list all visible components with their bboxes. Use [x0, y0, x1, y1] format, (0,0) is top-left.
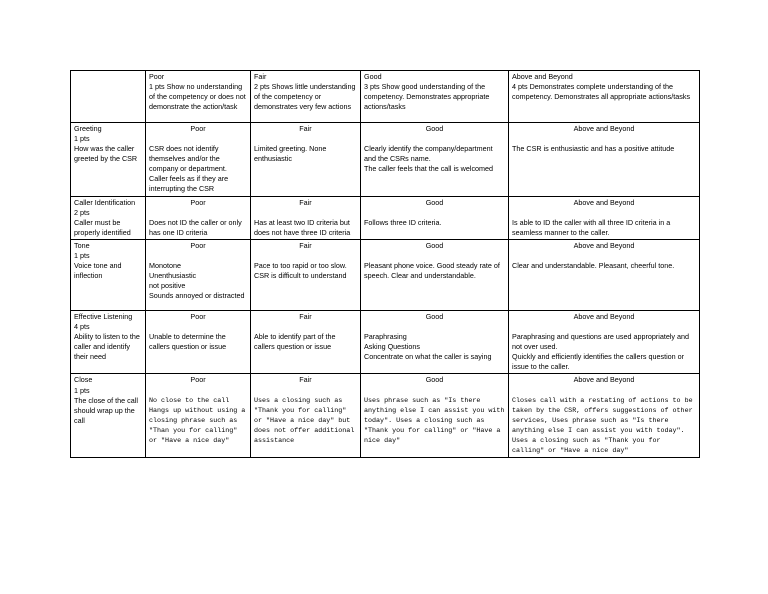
above-cell: [509, 239, 700, 310]
poor-cell: [146, 123, 251, 197]
cell-text: Clearly identify the company/department and the CSRs name. The caller feels that the call is welcomed: [364, 144, 494, 174]
cell-text: Does not ID the caller or only has one ID criteria: [149, 217, 242, 237]
level-label: Above and Beyond: [573, 197, 635, 207]
criterion-name: Close: [74, 375, 93, 385]
header-above-label: Above and Beyond: [512, 72, 573, 81]
cell-text: Pace to too rapid or too slow. CSR is difficult to understand: [254, 261, 347, 281]
good-cell: [361, 239, 509, 310]
cell-text: Has at least two ID criteria but does not have three ID criteria: [254, 217, 351, 237]
criterion-points: 1 pts: [74, 385, 90, 395]
level-label: Fair: [299, 124, 312, 133]
rubric-table: [70, 70, 700, 458]
criterion-name: Greeting: [74, 124, 102, 133]
rubric-row-tone: [71, 239, 700, 310]
cell-text: Paraphrasing and questions are used appropriately and not over used. Quickly and efficiently identifies the callers question or issue to the caller.: [512, 332, 690, 372]
fair-cell: [251, 310, 361, 373]
poor-cell: [146, 310, 251, 373]
header-fair: [251, 71, 361, 123]
header-fair-desc: 2 pts Shows little understanding of the competency or demonstrates very few actions: [254, 82, 356, 112]
header-good-desc: 3 pts Show good understanding of the competency. Demonstrates appropriate actions/tasks: [364, 82, 490, 112]
header-good-label: Good: [364, 72, 382, 81]
criterion-name: Caller Identification: [74, 197, 136, 207]
cell-text: Clear and understandable. Pleasant, cheerful tone.: [512, 261, 675, 271]
level-label: Good: [425, 375, 444, 385]
header-poor-label: Poor: [149, 72, 165, 81]
rubric-row-close: [71, 374, 700, 458]
criterion-name: Effective Listening: [74, 311, 133, 321]
rubric-row-caller-identification: [71, 196, 700, 239]
criterion-points: 1 pts: [74, 134, 90, 144]
level-label: Above and Beyond: [573, 375, 635, 385]
rubric-row-effective-listening: [71, 310, 700, 373]
cell-text: No close to the call Hangs up without using a closing phrase such as "Than you for calling" or "Have a nice day": [149, 396, 246, 445]
cell-text: Able to identify part of the callers question or issue: [254, 332, 336, 352]
cell-text: Closes call with a restating of actions to be taken by the CSR, offers suggestions of other services, Uses phrase such as "Is there anything else I can assist you with today". Uses a closing such as "Thank you for calling" or "Have a nice day": [512, 396, 693, 455]
criterion-description: Voice tone and inflection: [74, 261, 122, 281]
cell-text: Uses a closing such as "Thank you for calling" or "Have a nice day" but does not offer additional assistance: [254, 396, 355, 445]
criterion-cell: [71, 374, 146, 458]
header-above: [509, 71, 700, 123]
cell-text: Unable to determine the callers question or issue: [149, 332, 227, 352]
poor-cell: [146, 374, 251, 458]
rubric-row-greeting: [71, 123, 700, 197]
criterion-description: How was the caller greeted by the CSR: [74, 144, 138, 164]
level-label: Above and Beyond: [573, 124, 635, 133]
header-good: [361, 71, 509, 123]
header-poor: [146, 71, 251, 123]
fair-cell: [251, 239, 361, 310]
level-label: Fair: [299, 311, 312, 321]
fair-cell: [251, 374, 361, 458]
good-cell: [361, 374, 509, 458]
level-label: Good: [425, 197, 444, 207]
cell-text: Pleasant phone voice. Good steady rate of speech. Clear and understandable.: [364, 261, 500, 281]
level-label: Poor: [190, 240, 206, 250]
good-cell: [361, 123, 509, 197]
criterion-name: Tone: [74, 240, 90, 250]
criterion-cell: [71, 123, 146, 197]
level-label: Poor: [190, 375, 206, 385]
good-cell: [361, 310, 509, 373]
poor-cell: [146, 239, 251, 310]
level-label: Poor: [190, 197, 206, 207]
level-label: Poor: [190, 311, 206, 321]
fair-cell: [251, 123, 361, 197]
header-above-desc: 4 pts Demonstrates complete understanding of the competency. Demonstrates all appropriate actions/tasks: [512, 82, 691, 102]
level-label: Good: [425, 240, 444, 250]
level-label: Fair: [299, 240, 312, 250]
criterion-points: 4 pts: [74, 322, 90, 332]
fair-cell: [251, 196, 361, 239]
cell-text: CSR does not identify themselves and/or the company or department. Caller feels as if they are interrupting the CSR: [149, 144, 229, 194]
header-fair-label: Fair: [254, 72, 267, 81]
criterion-cell: [71, 310, 146, 373]
header-poor-desc: 1 pts Show no understanding of the competency or does not demonstrate the action/task: [149, 82, 246, 112]
cell-text: Follows three ID criteria.: [364, 217, 442, 227]
criterion-points: 1 pts: [74, 251, 90, 261]
rubric-header-row: [71, 71, 700, 123]
cell-text: Paraphrasing Asking Questions Concentrate on what the caller is saying: [364, 332, 492, 362]
criterion-description: The close of the call should wrap up the call: [74, 395, 138, 425]
criterion-description: Caller must be properly identified: [74, 217, 131, 237]
criterion-points: 2 pts: [74, 207, 90, 217]
good-cell: [361, 196, 509, 239]
level-label: Good: [425, 124, 444, 133]
corner-cell: [71, 71, 146, 123]
level-label: Above and Beyond: [573, 311, 635, 321]
level-label: Above and Beyond: [573, 240, 635, 250]
level-label: Fair: [299, 197, 312, 207]
cell-text: The CSR is enthusiastic and has a positive attitude: [512, 144, 675, 154]
above-cell: [509, 310, 700, 373]
cell-text: Is able to ID the caller with all three ID criteria in a seamless manner to the caller.: [512, 217, 671, 237]
cell-text: Monotone Unenthusiastic not positive Sounds annoyed or distracted: [149, 261, 245, 301]
above-cell: [509, 123, 700, 197]
level-label: Fair: [299, 375, 312, 385]
above-cell: [509, 196, 700, 239]
level-label: Poor: [190, 124, 206, 133]
criterion-cell: [71, 196, 146, 239]
criterion-description: Ability to listen to the caller and identify their need: [74, 332, 140, 362]
criterion-cell: [71, 239, 146, 310]
above-cell: [509, 374, 700, 458]
cell-text: Uses phrase such as "Is there anything else I can assist you with today". Uses a closing such as "Thank you for calling" or "Have a nice day": [364, 396, 505, 445]
poor-cell: [146, 196, 251, 239]
cell-text: Limited greeting. None enthusiastic: [254, 144, 327, 164]
level-label: Good: [425, 311, 444, 321]
